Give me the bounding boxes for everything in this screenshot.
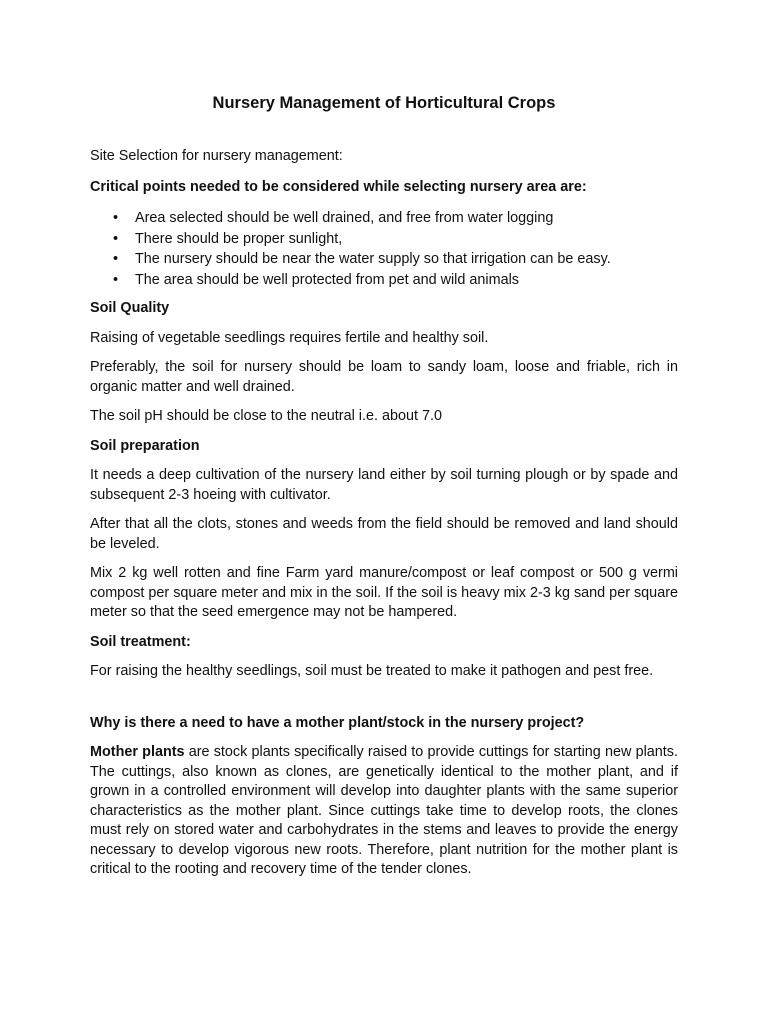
list-item bbox=[90, 229, 678, 250]
bullet-icon: • bbox=[113, 251, 119, 267]
soil-quality-paragraph-2: Preferably, the soil for nursery should be loam to sandy loam, loose and friable, rich in organic matter and well drained. bbox=[90, 359, 678, 395]
critical-points-heading: Critical points needed to be considered while selecting nursery area are: bbox=[90, 178, 587, 195]
site-selection-text: Site Selection for nursery management: bbox=[90, 148, 343, 164]
soil-preparation-paragraph-1: It needs a deep cultivation of the nursery land either by soil turning plough or by spade and subsequent 2-3 hoeing with cultivator. bbox=[90, 467, 678, 503]
mother-plant-question: Why is there a need to have a mother plant/stock in the nursery project? bbox=[90, 714, 585, 731]
list-item-text: There should be proper sunlight, bbox=[135, 230, 343, 247]
bullet-icon: • bbox=[113, 271, 119, 288]
mother-plants-text: are stock plants specifically raised to provide cuttings for starting new plants. The cuttings, also known as clones, are genetically identical to the mother plant, and if grown in a controlled environment will develop into daughter plants with the same superior characteristics as the mother plant. Since cuttings take time to develop roots, the clones must rely on stored water and carbohydrates in the stems and leaves to provide the energy necessary to develop vigorous new roots. Therefore, plant nutrition for the mother plant is critical to the rooting and recovery time of the tender clones. bbox=[90, 744, 678, 877]
bullet-icon: • bbox=[113, 230, 119, 247]
soil-treatment-paragraph: For raising the healthy seedlings, soil must be treated to make it pathogen and pest free. bbox=[90, 663, 654, 679]
list-item-text: Area selected should be well drained, and free from water logging bbox=[135, 210, 554, 226]
soil-preparation-paragraph-3: Mix 2 kg well rotten and fine Farm yard manure/compost or leaf compost or 500 g vermi compost per square meter and mix in the soil. If the soil is heavy mix 2-3 kg sand per square meter so that the seed emergence may not be hampered. bbox=[90, 565, 678, 620]
list-item-text: The nursery should be near the water supply so that irrigation can be easy. bbox=[135, 251, 611, 267]
bullet-icon: • bbox=[113, 210, 119, 226]
list-item bbox=[90, 270, 678, 291]
soil-quality-heading: Soil Quality bbox=[90, 300, 170, 316]
soil-preparation-heading: Soil preparation bbox=[90, 437, 200, 454]
soil-quality-paragraph-3: The soil pH should be close to the neutral i.e. about 7.0 bbox=[90, 408, 442, 424]
mother-plants-term: Mother plants bbox=[90, 744, 185, 760]
page-title: Nursery Management of Horticultural Crops bbox=[212, 94, 556, 112]
soil-treatment-heading: Soil treatment: bbox=[90, 633, 191, 650]
mother-plant-paragraph bbox=[90, 743, 678, 880]
soil-preparation-paragraph-2: After that all the clots, stones and weeds from the field should be removed and land should be leveled. bbox=[90, 516, 678, 552]
list-item-text: The area should be well protected from pet and wild animals bbox=[135, 271, 519, 288]
list-item bbox=[90, 249, 678, 270]
list-item bbox=[90, 208, 678, 229]
critical-points-list bbox=[90, 208, 678, 290]
soil-quality-paragraph-1: Raising of vegetable seedlings requires fertile and healthy soil. bbox=[90, 329, 489, 346]
